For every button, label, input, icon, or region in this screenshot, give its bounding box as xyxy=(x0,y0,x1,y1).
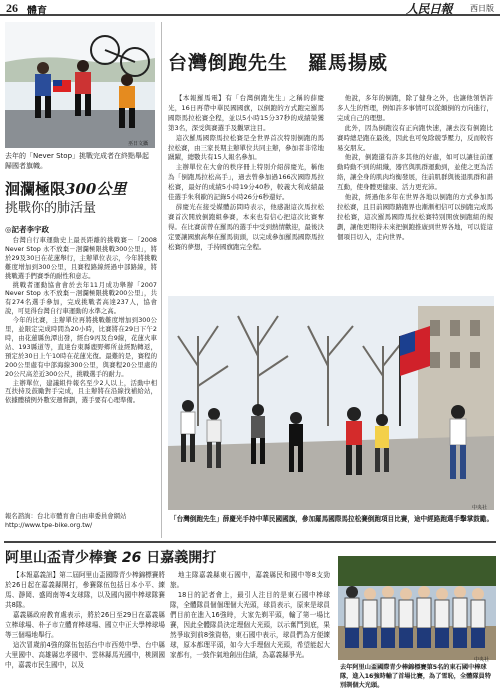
cyclists-photo-caption: 去年的「Never Stop」挑戰完成者在終點舉起歸國者旗幟。 xyxy=(5,152,150,170)
article-paragraph: 主辦單位在大會的秩序冊上特別介紹薛慶光，稱他為「倒跑馬拉松高手」，過去曾參加過166次國際馬拉松賽，最好的成績5小時19分40秒，較義大利成績最佳選手朱利歐的記錄5小時26分6秒還好。 xyxy=(168,163,324,202)
article-paragraph: 他說，倒跑還有許多其他的好處，如可以讓往前運動時動不到的組織，器官與肌群運動到，並使之更為活絡，讓全身的肌肉均衡發展，往前肌群與後退肌群和諧互動，使身體更健康、活力更充沛。 xyxy=(337,153,493,192)
left-headline: 洄瀾極限300公里 xyxy=(5,180,127,198)
cyclists-photo xyxy=(5,22,155,148)
baseball-headline: 阿里山盃青少棒賽 26 日嘉義開打 xyxy=(5,550,217,566)
left-subhead: 挑戰你的肺活量 xyxy=(5,201,97,216)
registration-url[interactable]: http://www.tpe-bike.org.tw/ xyxy=(5,521,93,529)
marathon-photo xyxy=(168,296,494,510)
main-article-column-1 xyxy=(168,94,324,292)
main-headline: 台灣倒跑先生 羅馬揚威 xyxy=(168,52,389,74)
main-article-column-2 xyxy=(337,94,493,292)
article-paragraph: 地主隊嘉義縣東石國中，嘉義縣民和國中等8支勁旅。 xyxy=(170,571,330,589)
article-paragraph: 此外，因為倒跑沒有正向跑快速，讓去沒有倒跑比賽時總是跑在最後，因此也可免除競爭壓力，反而較容易交朋友。 xyxy=(337,123,493,152)
page-header xyxy=(0,0,500,16)
article-paragraph: 【本報羅馬電】有「台灣倒跑先生」之稱的薛慶光，16日再帶中華民國國旗，以倒跑的方式跑完羅馬國際馬拉松賽全程，並以5小時15分37秒的成績榮獲第3名，深受與賽選手及觀眾注目。 xyxy=(168,94,324,132)
baseball-team-photo xyxy=(338,556,496,660)
article-paragraph: 嘉義縣政府教育處表示，將於26日至29日在嘉義縣立棒球場、朴子市立體育棒球場、國立中正大學棒球場等三個場地舉行。 xyxy=(5,611,165,639)
article-paragraph: 這次冒歲前4強的隊伍包括台中市西苑中學、台中縣大里國中、高雄縣忠孝國中、雲林縣馬光國中，桃園國中，嘉義市民生國中，以及 xyxy=(5,641,165,669)
baseball-photo-caption: 去年阿里山盃國際青少棒錦標賽第5名的東石國中棒球隊，進入16強時輸了首場比賽，為了雪恥，全體隊員特別剃個大光頭。 xyxy=(340,664,491,689)
page-number: 26 xyxy=(6,1,18,15)
article-paragraph: 【本報嘉義訊】第二屆阿里山盃國際青少棒錦標賽將於26日起在嘉義縣開打，參賽隊伍包括日本小平、練馬、靜岡、盛岡南等4支球隊，以及國內國中棒球隊賽共8隊。 xyxy=(5,571,165,609)
article-paragraph: 今年的比賽，主辦單位再將挑戰難度增加到300公里，並限定完成時間為20小時，比賽將在29日下午2時，由花蓮縣魚潭出發，經台9丙及台9線，花蓮火車站、193縣道等，直達台東縣鹿野鄉所並經點轉返，預定於30日上午10時在花蓮光復。最難的是，賽程的200公里處有中部海線300公里，與賽程20公里處的20公尺高差近300公尺，挑戰選手的耐力。 xyxy=(5,316,157,378)
edition-label: 西日版 xyxy=(470,4,494,13)
baseball-article-column-1 xyxy=(5,570,165,690)
byline: ◎記者李宇政 xyxy=(5,225,50,234)
cycling-article-body xyxy=(5,236,157,508)
article-paragraph: 主辦單位，建議組件報名至少2人以上，活動中相互扶持及鼓勵對手完成，且主辦將在沿線找補給站，依據體積例外數安週督劃，選手要有心理準備。 xyxy=(5,378,157,405)
article-paragraph: 挑戰者運動協會會於去年11月成功舉辦「2007 Never Stop 永不放棄－洄瀾極限挑戰200公里」，共有274名選手參加，完成挑戰者高達237人，協會說，可見得台灣自行車運動的水準之高。 xyxy=(5,280,157,316)
photo-credit: 中央社 xyxy=(472,505,488,511)
article-paragraph: 他說，多年的倒跑，除了健身之外，也讓他領悟許多人生的哲理，例如許多事情可以從顛倒的方向進行，完成自己的理想。 xyxy=(337,94,493,122)
photo-credit: 巫日文攝 xyxy=(128,141,149,147)
article-paragraph: 他說，經過他多年在世界各地以倒跑的方式參加馬拉松賽，且目前國際路跑界也漸漸相信可以倒跑完成馬拉松賽，這次羅馬國際馬拉松賽特別開放倒跑組的規劃，讓他更期待未來把倒跑推廣到世界各地，可以從這個項目切入，走向世界。 xyxy=(337,193,493,241)
masthead-logo: 人民日報 xyxy=(405,2,452,16)
section-divider xyxy=(4,541,496,543)
baseball-article-column-2 xyxy=(170,570,330,690)
registration-note: 報名諮詢：台北市體育會自由車委員會網站 http://www.tpe-bike.org.tw/ xyxy=(5,512,127,529)
article-paragraph: 18日的記者會上，最引人注目的是東石國中棒球隊，全體隊員個個理個大光頭，球員表示，原來是球員們目前在進入16強時，大家先剃平頭，輸了第一場比賽，因此全體隊員決定理個大光頭，以示奮鬥到底，果然爭取到前8強資格，東石國中表示，球員們為方便練球，原本都理平頭，如今大手理個大光頭，希望能起大家都有，一鼓作氣地創出佳績，為嘉義縣爭光。 xyxy=(170,591,330,659)
column-divider xyxy=(161,22,162,538)
article-paragraph: 台灣自行車運動史上最長距離的挑戰賽－「2008 Never Stop 永不放棄－洄瀾極限挑戰300公里」，將於29及30日在花蓮舉行，主辦單位表示，今年將挑戰難度增加到300公里，且賽程路線經過中部路線，將挑戰選手們賽季的耐性和意志。 xyxy=(5,236,157,280)
photo-credit: 中央社 xyxy=(474,657,490,663)
article-paragraph: 這次羅馬國際馬拉松賽是全世界首次特別倒跑的馬拉松賽，由三家長期主辦單位共同主辦，參加者非常地踴躍，總數共有15人報名參加。 xyxy=(168,133,324,162)
article-paragraph: 薛慶光在接受媒體訪問時表示，他感謝這次馬拉松賽首次開放倒跑組參賽，本來也有信心把這次比賽奪得。在比賽前曾在羅馬的選手中受到熱情歡迎，最後決定要讓國旗高舉在羅馬街頭，以完成參加羅馬國際馬拉松賽的夢想，手持國旗跑完全程。 xyxy=(168,202,324,251)
section-label: 體育 xyxy=(27,6,47,17)
marathon-photo-caption: 「台灣倒跑先生」薛慶光手持中華民國國旗，參加羅馬國際馬拉松賽倒跑項目比賽，途中經路跑選手擊掌鼓勵。 xyxy=(170,515,494,523)
